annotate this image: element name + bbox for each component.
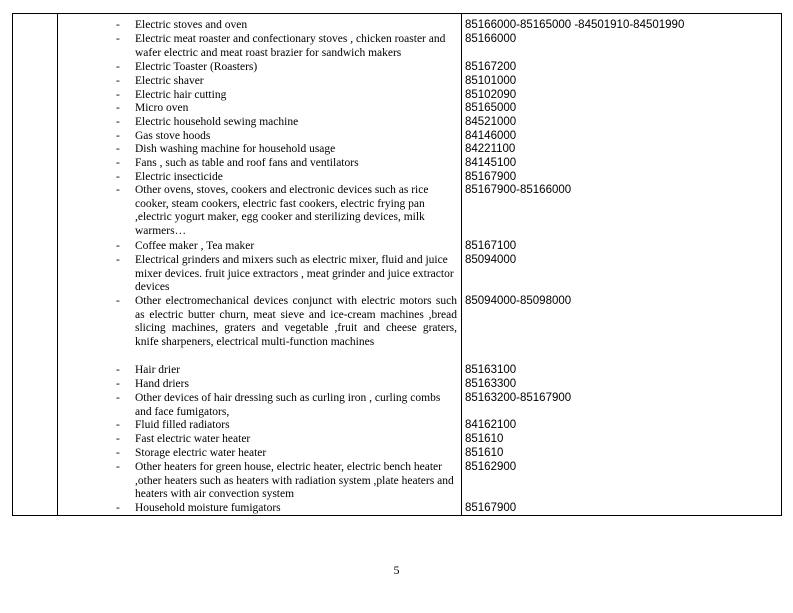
item-description: Dish washing machine for household usage xyxy=(135,143,336,155)
bullet: - xyxy=(116,378,120,390)
bullet: - xyxy=(116,447,120,459)
tariff-code: 85163100 xyxy=(465,364,517,376)
tariff-code: 84145100 xyxy=(465,157,517,169)
item-description: Electric meat roaster and confectionary stoves , chicken roaster and wafer electric and meat roast brazier for sandwich makers xyxy=(135,33,446,59)
bullet: - xyxy=(116,19,120,31)
tariff-code: 85167200 xyxy=(465,61,517,73)
item-description: Electric stoves and oven xyxy=(135,19,248,31)
bullet: - xyxy=(116,461,120,473)
column-divider-2 xyxy=(461,14,462,515)
bullet: - xyxy=(116,102,120,114)
item-description: Gas stove hoods xyxy=(135,130,211,142)
tariff-code: 85165000 xyxy=(465,102,517,114)
item-description: Household moisture fumigators xyxy=(135,502,281,514)
item-description: Coffee maker , Tea maker xyxy=(135,240,255,252)
bullet: - xyxy=(116,61,120,73)
column-divider-1 xyxy=(57,14,58,515)
tariff-code: 84521000 xyxy=(465,116,517,128)
tariff-code: 851610 xyxy=(465,433,504,445)
tariff-code: 85167900 xyxy=(465,502,517,514)
bullet: - xyxy=(116,240,120,252)
bullet: - xyxy=(116,171,120,183)
bullet: - xyxy=(116,157,120,169)
bullet: - xyxy=(116,143,120,155)
bullet: - xyxy=(116,392,120,404)
item-description: Other electromechanical devices conjunct with electric motors such as electric butter churn, meat sieve and ice-cream machines ,bread slicing machines, graters and vegetable ,fruit and cheese graters, knife sharpeners, electrical multi-function machines xyxy=(135,295,457,349)
bullet: - xyxy=(116,419,120,431)
item-description: Fast electric water heater xyxy=(135,433,251,445)
item-description: Electrical grinders and mixers such as electric mixer, fluid and juice mixer devices. fruit juice extractors , meat grinder and juice extractor devices xyxy=(135,254,454,294)
tariff-code: 85167900 xyxy=(465,171,517,183)
tariff-code: 84162100 xyxy=(465,419,517,431)
tariff-code: 85166000-85165000 -84501910-84501990 xyxy=(465,19,685,31)
page-number: 5 xyxy=(393,563,400,577)
bullet: - xyxy=(116,433,120,445)
tariff-code: 85163300 xyxy=(465,378,517,390)
products-table xyxy=(12,13,782,516)
bullet: - xyxy=(116,502,120,514)
item-description: Electric shaver xyxy=(135,75,204,87)
bullet: - xyxy=(116,33,120,45)
bullet: - xyxy=(116,89,120,101)
bullet: - xyxy=(116,364,120,376)
item-description: Hand driers xyxy=(135,378,189,390)
bullet: - xyxy=(116,75,120,87)
item-description: Micro oven xyxy=(135,102,189,114)
item-description: Fans , such as table and roof fans and ventilators xyxy=(135,157,359,169)
bullet: - xyxy=(116,116,120,128)
bullet: - xyxy=(116,254,120,266)
item-description: Electric insecticide xyxy=(135,171,223,183)
tariff-code: 85102090 xyxy=(465,89,517,101)
tariff-code: 85094000 xyxy=(465,254,517,266)
bullet: - xyxy=(116,184,120,196)
tariff-code: 85167900-85166000 xyxy=(465,184,572,196)
tariff-code: 85166000 xyxy=(465,33,517,45)
item-description: Other devices of hair dressing such as curling iron , curling combs and face fumigators, xyxy=(135,392,441,418)
tariff-code: 85101000 xyxy=(465,75,517,87)
item-description: Hair drier xyxy=(135,364,181,376)
tariff-code: 85094000-85098000 xyxy=(465,295,572,307)
item-description: Other ovens, stoves, cookers and electronic devices such as rice cooker, steam cookers, electric fast cookers, electric frying pan ,electric yogurt maker, egg cooker and sterilizing devices, milk warmers… xyxy=(135,184,429,238)
tariff-code: 851610 xyxy=(465,447,504,459)
tariff-code: 85167100 xyxy=(465,240,517,252)
bullet: - xyxy=(116,130,120,142)
item-description: Fluid filled radiators xyxy=(135,419,230,431)
bullet: - xyxy=(116,295,120,307)
item-description: Electric hair cutting xyxy=(135,89,227,101)
tariff-code: 84221100 xyxy=(465,143,516,155)
tariff-code: 84146000 xyxy=(465,130,517,142)
tariff-code: 85163200-85167900 xyxy=(465,392,572,404)
tariff-code: 85162900 xyxy=(465,461,517,473)
item-description: Storage electric water heater xyxy=(135,447,267,459)
item-description: Other heaters for green house, electric heater, electric bench heater ,other heaters such as heaters with radiation system ,plate heaters and heaters with air convection system xyxy=(135,461,454,501)
item-description: Electric Toaster (Roasters) xyxy=(135,61,258,73)
item-description: Electric household sewing machine xyxy=(135,116,299,128)
